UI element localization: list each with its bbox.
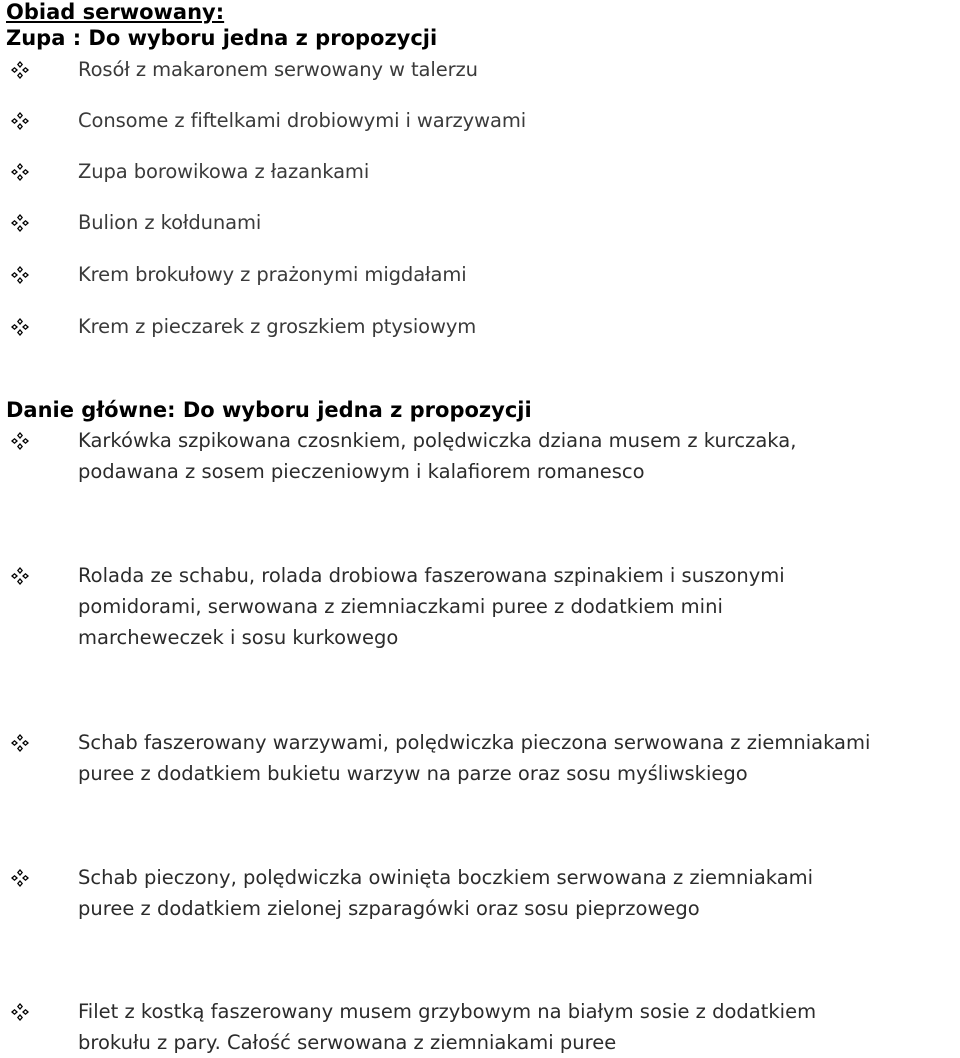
main-item-line: Filet z kostką faszerowany musem grzybowym na białym sosie z dodatkiem xyxy=(78,1000,817,1023)
bullet-icon xyxy=(10,213,30,233)
bullet-icon xyxy=(10,1002,30,1022)
main-item-text xyxy=(78,425,796,487)
main-item-line: Karkówka szpikowana czosnkiem, polędwiczka dziana musem z kurczaka, xyxy=(78,429,797,452)
soup-item-text: Krem brokułowy z prażonymi migdałami xyxy=(78,263,467,286)
bullet-icon xyxy=(10,162,30,182)
main-item-text xyxy=(78,727,870,789)
main-item-line: brokułu z pary. Całość serwowana z ziemniakami puree xyxy=(78,1031,617,1054)
bullet-icon xyxy=(10,317,30,337)
page-title: Obiad serwowany: xyxy=(6,0,225,24)
soup-item-text: Consome z fiftelkami drobiowymi i warzywami xyxy=(78,109,527,132)
soup-item-text: Bulion z kołdunami xyxy=(78,211,262,234)
main-item-line: puree z dodatkiem zielonej szparagówki oraz sosu pieprzowego xyxy=(78,897,700,920)
main-item-line: Rolada ze schabu, rolada drobiowa faszerowana szpinakiem i suszonymi xyxy=(78,564,785,587)
soup-item-text: Rosół z makaronem serwowany w talerzu xyxy=(78,58,478,81)
main-item-text xyxy=(78,560,785,653)
main-item-line: pomidorami, serwowana z ziemniaczkami puree z dodatkiem mini xyxy=(78,595,723,618)
main-item-line: podawana z sosem pieczeniowym i kalafiorem romanesco xyxy=(78,460,645,483)
main-item-line: marcheweczek i sosu kurkowego xyxy=(78,626,399,649)
soup-item-text: Krem z pieczarek z groszkiem ptysiowym xyxy=(78,315,477,338)
soup-item-text: Zupa borowikowa z łazankami xyxy=(78,160,370,183)
main-item-line: Schab faszerowany warzywami, polędwiczka pieczona serwowana z ziemniakami xyxy=(78,731,871,754)
soup-heading: Zupa : Do wyboru jedna z propozycji xyxy=(6,26,438,50)
bullet-icon xyxy=(10,60,30,80)
bullet-icon xyxy=(10,111,30,131)
bullet-icon xyxy=(10,265,30,285)
bullet-icon xyxy=(10,431,30,451)
bullet-icon xyxy=(10,566,30,586)
main-item-line: puree z dodatkiem bukietu warzyw na parze oraz sosu myśliwskiego xyxy=(78,762,748,785)
bullet-icon xyxy=(10,868,30,888)
bullet-icon xyxy=(10,733,30,753)
main-item-text xyxy=(78,862,813,924)
main-item-text xyxy=(78,996,816,1058)
main-course-heading: Danie główne: Do wyboru jedna z propozycji xyxy=(6,398,532,422)
main-item-line: Schab pieczony, polędwiczka owinięta boczkiem serwowana z ziemniakami xyxy=(78,866,814,889)
